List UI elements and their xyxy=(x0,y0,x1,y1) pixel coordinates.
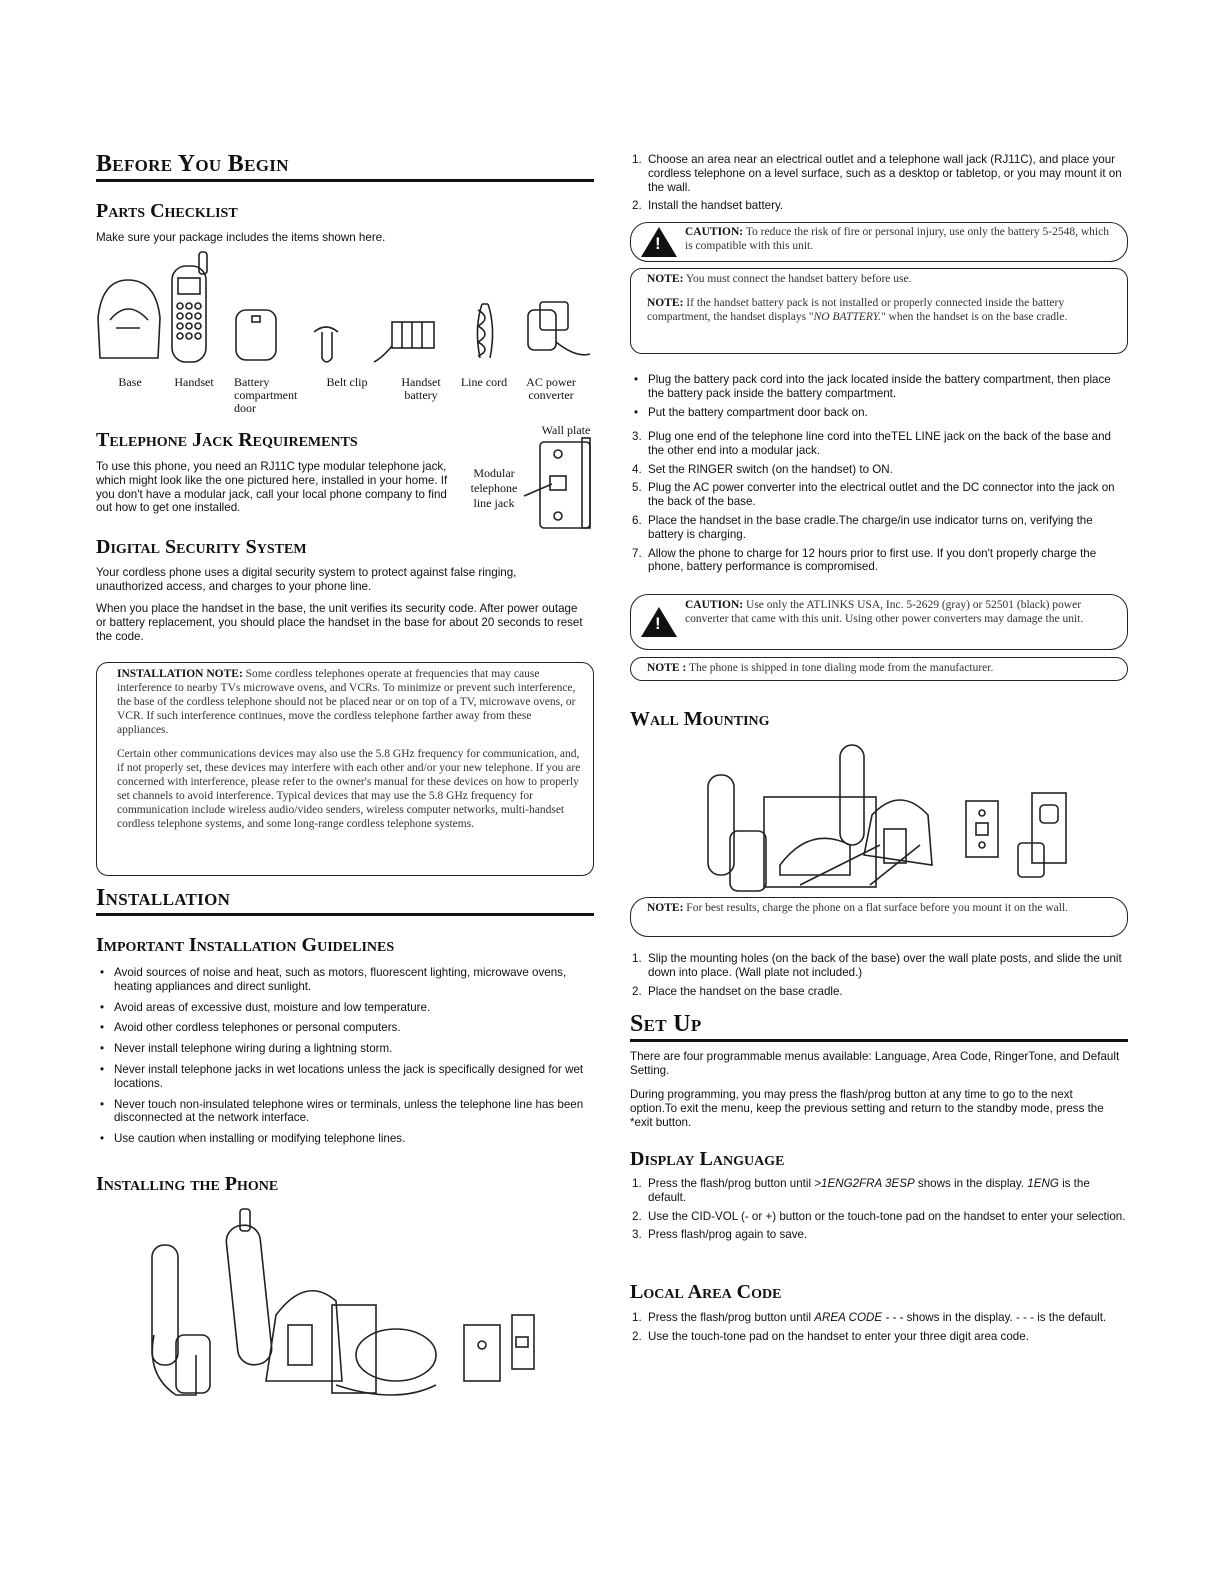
warning-icon: ! xyxy=(641,607,677,637)
install-step: 7. Allow the phone to charge for 12 hours prior to first use. If you don't properly charge the phone, battery performance is compromised. xyxy=(632,546,1097,574)
note-connect-battery: NOTE: You must connect the handset battery before use. xyxy=(647,273,912,285)
caution-converter-box xyxy=(630,594,1128,650)
battery-bullets xyxy=(630,373,1128,419)
local-area-code-heading: Local Area Code xyxy=(630,1281,782,1303)
language-step: 3. Press flash/prog again to save. xyxy=(632,1228,808,1242)
installation-note-p1: INSTALLATION NOTE: Some cordless telephones operate at frequencies that may cause interference to nearby TVs microwave ovens, and VCRs. To minimize or prevent such interference, the base of the cordless telephone should not be placed near or on top of a TV, microwave ovens, or VCR. If such interference continues, move the cordless telephone farther away from these appliances. xyxy=(117,668,576,736)
warning-icon: ! xyxy=(641,227,677,257)
guideline-item: • Avoid areas of excessive dust, moisture and low temperature. xyxy=(96,1001,594,1015)
caution-battery-text: CAUTION: To reduce the risk of fire or personal injury, use only the battery 5-2548, which is compatible with this unit. xyxy=(685,226,1109,252)
jack-requirements-heading: Telephone Jack Requirements xyxy=(96,429,358,451)
modular-jack-label: Modular telephone line jack xyxy=(470,466,518,510)
wall-note-box xyxy=(630,897,1128,937)
parts-illustration xyxy=(96,258,594,368)
security-p1: Your cordless phone uses a digital security system to protect against false ringing, unauthorized access, and charges to your phone line. xyxy=(96,566,517,593)
wall-mounting-illustration xyxy=(700,735,1100,895)
wall-plate-illustration xyxy=(532,438,594,530)
wall-note-text: NOTE: For best results, charge the phone on a flat surface before you mount it on the wall. xyxy=(647,902,1069,914)
part-label-battery-door: Battery compartment door xyxy=(234,375,298,415)
guideline-item: • Never install telephone wiring during a lightning storm. xyxy=(96,1042,594,1056)
guideline-item: • Never touch non-insulated telephone wires or terminals, unless the telephone line has been disconnected at the network interface. xyxy=(96,1098,594,1126)
part-label-handset-battery: Handset battery xyxy=(401,375,441,402)
install-step: 6. Place the handset in the base cradle.The charge/in use indicator turns on, verifying the battery is charging. xyxy=(632,513,1093,541)
parts-checklist-heading: Parts Checklist xyxy=(96,200,238,222)
installation-note-box xyxy=(96,662,594,876)
install-steps-1-2 xyxy=(630,153,1128,213)
part-label-base: Base xyxy=(118,375,142,389)
parts-intro: Make sure your package includes the items shown here. xyxy=(96,231,386,244)
wall-step: 1. Slip the mounting holes (on the back of the base) over the wall plate posts, and slide the unit down into place. (Wall plate not included.) xyxy=(632,952,1122,979)
battery-bullet: • Plug the battery pack cord into the jack located inside the battery compartment, then place the battery pack inside the battery compartment. xyxy=(630,373,1128,401)
install-step: 1. Choose an area near an electrical outlet and a telephone wall jack (RJ11C), and place your cordless telephone on a level surface, such as a desktop or tabletop, or you may mount it on the wall. xyxy=(632,153,1122,194)
wall-steps xyxy=(630,952,1128,998)
language-step: 1. Press the flash/prog button until >1ENG2FRA 3ESP shows in the display. 1ENG is the default. xyxy=(632,1177,1090,1204)
note-no-battery: NOTE: If the handset battery pack is not installed or properly connected inside the battery compartment, the handset displays "NO BATTERY." when the handset is on the base cradle. xyxy=(647,297,1068,323)
install-step: 2. Install the handset battery. xyxy=(632,199,784,213)
security-p2: When you place the handset in the base, the unit verifies its security code. After power outage or battery replacement, you should place the handset in the base for about 20 seconds to reset the code. xyxy=(96,602,583,643)
install-step: 4. Set the RINGER switch (on the handset) to ON. xyxy=(632,462,893,476)
area-code-steps xyxy=(630,1311,1128,1344)
setup-p2: During programming, you may press the flash/prog button at any time to go to the next option.To exit the menu, keep the previous setting and return to the standby mode, press the *exit button. xyxy=(630,1088,1104,1129)
part-label-line-cord: Line cord xyxy=(460,375,508,389)
installation-heading: Installation xyxy=(96,885,594,916)
guidelines-list xyxy=(96,966,594,1146)
set-up-heading: Set Up xyxy=(630,1011,1128,1042)
installing-phone-heading: Installing the Phone xyxy=(96,1173,279,1195)
installation-note-p2: Certain other communications devices may also use the 5.8 GHz frequency for communication, and, if not properly set, these devices may interfere with each other and/or your new telephone. If you are concerned with interference, please refer to the owner's manual for these devices on how to properly set channels to avoid interference. Typical devices that may use the 5.8 GHz frequency for communication include wireless audio/video senders, wireless computer networks, multi-handset cordless telephone systems, and some long-range cordless telephone systems. xyxy=(117,748,581,830)
wall-mounting-heading: Wall Mounting xyxy=(630,708,770,730)
install-step: 3. Plug one end of the telephone line cord into theTEL LINE jack on the back of the base and the other end into a modular jack. xyxy=(632,430,1111,457)
tone-dialing-note: NOTE : The phone is shipped in tone dialing mode from the manufacturer. xyxy=(647,662,994,674)
part-label-handset: Handset xyxy=(174,375,214,389)
guideline-item: • Avoid sources of noise and heat, such as motors, fluorescent lighting, microwave ovens, heating appliances and direct sunlight. xyxy=(96,966,594,994)
caution-battery-box xyxy=(630,222,1128,262)
wall-step: 2. Place the handset on the base cradle. xyxy=(632,984,843,998)
install-step: 5. Plug the AC power converter into the electrical outlet and the DC connector into the jack on the back of the base. xyxy=(632,481,1115,509)
caution-converter-text: CAUTION: Use only the ATLINKS USA, Inc. 5-2629 (gray) or 52501 (black) power converter that came with this unit. Using other power converters may damage the unit. xyxy=(685,599,1084,625)
area-code-step: 2. Use the touch-tone pad on the handset to enter your three digit area code. xyxy=(632,1329,1029,1343)
part-label-belt-clip: Belt clip xyxy=(326,375,368,389)
security-heading: Digital Security System xyxy=(96,536,307,558)
language-step: 2. Use the CID-VOL (- or +) button or the touch-tone pad on the handset to enter your selection. xyxy=(632,1209,1126,1223)
install-steps-3-7 xyxy=(630,430,1128,574)
area-code-step: 1. Press the flash/prog button until AREA CODE - - - shows in the display. - - - is the default. xyxy=(632,1311,1107,1324)
before-you-begin-heading: Before You Begin xyxy=(96,151,594,182)
setup-p1: There are four programmable menus available: Language, Area Code, RingerTone, and Default Setting. xyxy=(630,1050,1120,1077)
wall-plate-label: Wall plate xyxy=(541,423,591,437)
guideline-item: • Avoid other cordless telephones or personal computers. xyxy=(96,1021,594,1035)
battery-bullet: • Put the battery compartment door back on. xyxy=(630,406,1128,420)
battery-notes-box xyxy=(630,268,1128,354)
tone-dialing-note-box xyxy=(630,657,1128,681)
guideline-item: • Never install telephone jacks in wet locations unless the jack is specifically designed for wet locations. xyxy=(96,1063,594,1091)
part-label-ac-converter: AC power converter xyxy=(526,375,576,402)
guideline-item: • Use caution when installing or modifying telephone lines. xyxy=(96,1132,594,1146)
guidelines-heading: Important Installation Guidelines xyxy=(96,934,395,956)
display-language-heading: Display Language xyxy=(630,1148,785,1170)
language-steps xyxy=(630,1177,1128,1242)
jack-text: To use this phone, you need an RJ11C type modular telephone jack, which might look like the one pictured here, installed in your home. If you don't have a modular jack, call your local phone company to find out how to get one installed. xyxy=(96,460,448,515)
installing-illustration xyxy=(136,1205,556,1400)
